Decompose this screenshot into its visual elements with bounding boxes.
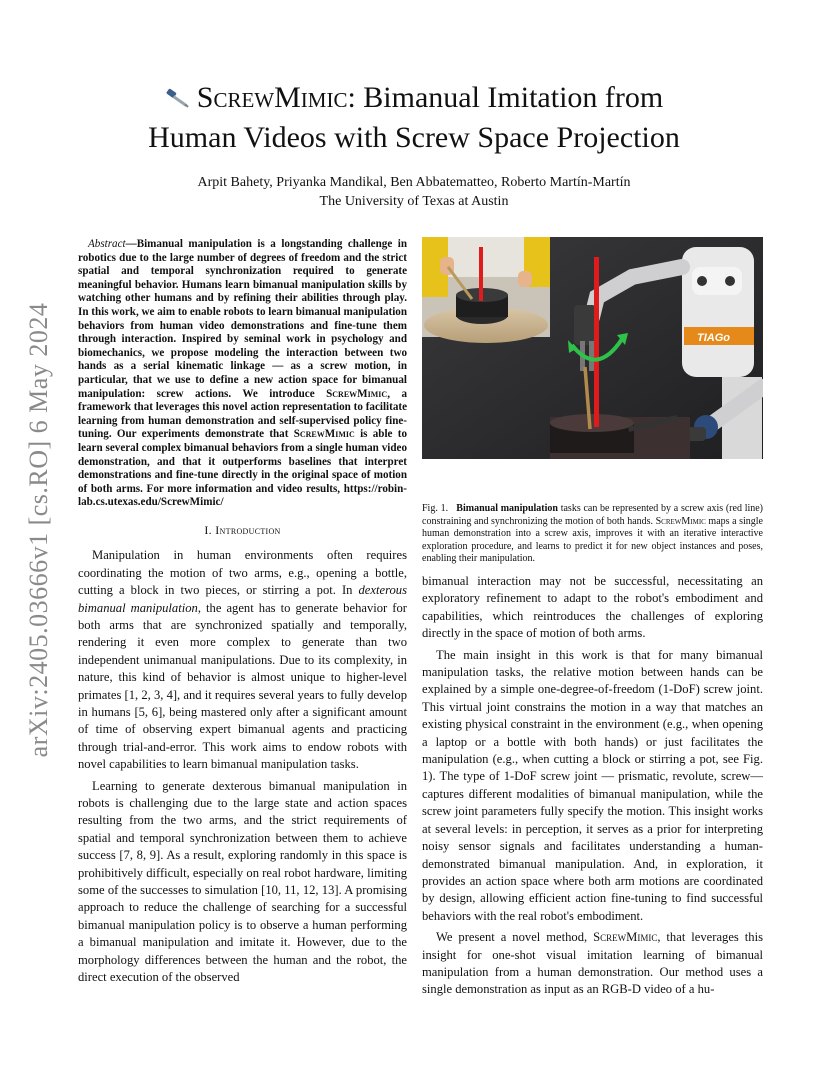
author-list: Arpit Bahety, Priyanka Mandikal, Ben Abbatematteo, Roberto Martín-Martín — [197, 175, 631, 190]
left-column — [78, 238, 407, 990]
screw-axis — [594, 257, 599, 427]
arxiv-sidebar — [22, 280, 56, 780]
affiliation: The University of Texas at Austin — [319, 194, 509, 209]
robot-torso — [682, 247, 754, 377]
figure-1-photo — [422, 237, 763, 459]
figure-1-caption — [422, 503, 763, 566]
intro-p4-a: We present a novel method, — [436, 930, 594, 945]
abstract-method-name-2: ScrewMimic — [293, 428, 355, 441]
abstract-text-a: —Bimanual manipulation is a longstanding challenge in robotics due to the large number of degrees of freedom and the strict spatial and temporal synchronization required to generate meaningful behavior. Humans learn bimanual manipulation skills by watching other humans and by refining their abilities through play. In this work, we aim to enable robots to learn bimanual manipulation behaviors from human video demonstrations and fine-tune them through interaction. Inspired by seminal work in psychology and biomechanics, we propose modeling the interaction between two hands as a serial kinematic linkage — as a screw motion, in particular, that we use to define a new action space for bimanual manipulation: screw actions. We introduce — [78, 238, 407, 400]
figure-caption-text-a: tasks can be represented by a screw axis (red line) constraining and synchronizing the motion of both hands. — [422, 503, 764, 527]
section-title: Introduction — [215, 522, 281, 537]
figure-caption-text-b: maps a single human demonstration into a screw axis, improves it with an iterative interactive exploration procedure, and learns to predict it for new object instances and poses, enabling their manipulation. — [422, 515, 763, 565]
intro-paragraph-1 — [78, 547, 407, 773]
intro-p4-method-name: ScrewMimic — [593, 930, 658, 945]
screwdriver-icon — [165, 81, 195, 109]
title-method-name: ScrewMimic — [196, 81, 348, 114]
abstract-method-name-1: ScrewMimic — [326, 387, 388, 400]
intro-paragraph-2-continued: bimanual interaction may not be successful, necessitating an exploratory refinement to adapt to the robot's embodiment and capabilities, which reintroduces the challenges of exploring directly in the space of motion of both arms. — [422, 574, 763, 641]
abstract — [78, 238, 407, 510]
intro-p4-b: , that leverages this insight for one-shot visual imitation learning of bimanual manipulation from a human demonstration. Our method uses a single demonstration as input as an RGB-D video of a hu- — [422, 930, 763, 997]
paper-title — [60, 78, 768, 158]
section-heading-introduction — [78, 522, 407, 539]
intro-paragraph-4 — [422, 929, 763, 999]
abstract-text-c: is able to learn several complex bimanual behaviors from a single human video demonstration, and that it outperforms baselines that interpret demonstrations and fine-tune directly in the original space of motion of both arms. For more information and video results, https://robin-lab.cs.utexas.edu/ScrewMimic/ — [78, 428, 407, 509]
title-line1: : Bimanual Imitation from — [347, 81, 664, 114]
intro-p1-a: Manipulation in human environments often requires coordinating the motion of two arms, e.g., opening a bottle, cutting a block in two pieces, or stirring a pot. In — [78, 548, 407, 598]
figure-caption-bold: Bimanual manipulation — [456, 503, 558, 514]
abstract-text-b: , a framework that leverages this novel action representation to facilitate learning from human demonstration and self-supervised policy fine-tuning. Our experiments demonstrate that — [78, 387, 407, 441]
intro-paragraph-2: Learning to generate dexterous bimanual manipulation in robots is challenging due to the large state and action spaces resulting from the two arms, and the strict requirements of spatial and temporal synchronization between them to achieve success [7, 8, 9]. As a result, exploring randomly in this space is prohibitively difficult, especially on real robot hardware, limiting some of the successes to simulation [10, 11, 12, 13]. A promising approach to reduce the challenge of searching for a successful bimanual manipulation policy is to observe a human performing a bimanual manipulation and imitate it. However, due to the morphology differences between the human and the robot, the direct execution of the observed — [78, 778, 407, 985]
section-number: I. — [204, 522, 216, 537]
robot-brand-label: TIAGo — [697, 332, 730, 344]
robot-stirring-illustration — [422, 237, 763, 459]
screw-axis-inset — [479, 247, 483, 301]
figure-label: Fig. 1. — [422, 503, 449, 514]
authors-block — [60, 173, 768, 211]
right-column — [422, 573, 763, 1003]
abstract-label: Abstract — [88, 238, 126, 250]
figure-caption-method-name: ScrewMimic — [655, 515, 706, 527]
title-line2: Human Videos with Screw Space Projection — [148, 121, 680, 154]
intro-paragraph-3: The main insight in this work is that for many bimanual manipulation tasks, the relative motion between hands can be explained by a simple one-degree-of-freedom (1-DoF) screw joint. This virtual joint constrains the motion in a way that matches an existing physical constraint in the environment (e.g., when opening a laptop or a bottle with both hands) or just facilitates the manipulation (e.g., when cutting a block or stirring a pot, see Fig. 1). The type of 1-DoF screw joint — prismatic, revolute, screw— captures different modalities of bimanual manipulation, while the screw joint parameters fully specify the motion. This insight works at several levels: in perception, it serves as a prior for interpreting noisy sensor signals and facilitates understanding a human-demonstrated bimanual manipulation. And, in exploration, it provides an action space where both arm motions are coordinated by design, allowing efficient action fine-tuning to find successful behaviors with the real robot's embodiment. — [422, 647, 763, 923]
arxiv-identifier: arXiv:2405.03666v1 [cs.RO] 6 May 2024 — [24, 302, 53, 758]
intro-p1-emphasis: dexterous bimanual manipulation — [78, 583, 407, 615]
intro-p1-b: , the agent has to generate behavior for both arms that are synchronized spatially and temporally, rendering it even more complex to generate than two independent unimanual manipulations. Due to its complexity, in nature, this kind of behavior is almost unique to higher-level primates [1, 2, 3, 4], and it requires several years to fully develop in humans [5, 6], being mastered only after a significant amount of time of observing expert bimanual agents and practicing through trial-and-error. This work aims to endow robots with novel capabilities to learn bimanual manipulation tasks. — [78, 600, 407, 772]
